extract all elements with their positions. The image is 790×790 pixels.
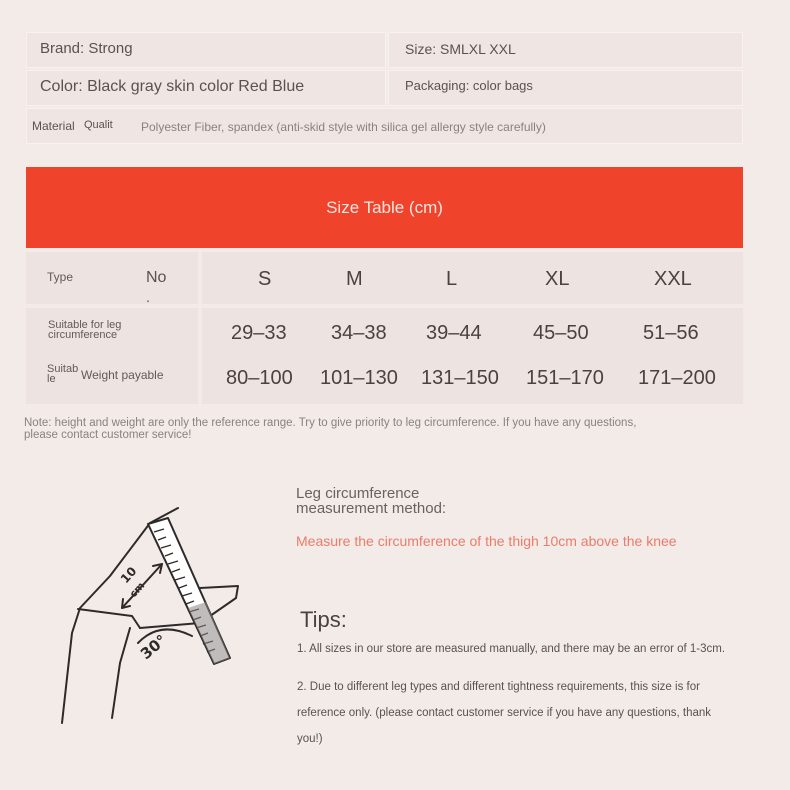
row-divider [198,308,202,404]
row-divider [198,252,202,304]
shin-outline [112,628,130,718]
distance-unit: cm [128,580,148,601]
size-cell [388,32,743,68]
brand-text: Brand: Strong [40,40,133,57]
measure-rows [26,308,743,404]
leg-value: 29–33 [231,322,287,344]
weight-value: 101–130 [320,367,398,389]
weight-value: 131–150 [421,367,499,389]
knee-measurement-diagram [50,488,250,728]
size-table-header [26,167,743,248]
packaging-cell [388,70,743,106]
color-cell [26,70,386,106]
no-label: No [146,269,167,286]
material-value: Polyester Fiber, spandex (anti-skid style with silica gel allergy style carefully) [141,120,546,134]
reference-note: Note: height and weight are only the reference range. Try to give priority to leg circumference. If you have any questions, please contact customer service! [24,417,637,441]
size-table-title: Size Table (cm) [326,197,443,217]
method-title: Leg circumference measurement method: [296,485,447,517]
packaging-text: Packaging: color bags [405,78,533,93]
tips-title: Tips: [300,607,347,632]
type-label: Type [47,270,74,284]
size-l: L [446,268,458,290]
weight-label-b: Weight payable [81,368,164,382]
knee-crease [78,609,140,628]
tip-item: 2. Due to different leg types and different tightness requirements, this size is for reference only. (please contact customer service if you have any questions, thank you!) [297,681,712,745]
angle-label: 30° [137,631,171,664]
size-text: Size: SMLXL XXL [405,41,516,57]
weight-value: 80–100 [226,367,293,389]
material-cell [26,108,743,144]
method-description: Measure the circumference of the thigh 10cm above the knee [296,533,677,549]
material-label: Material [32,119,75,133]
size-xxl: XXL [654,268,692,290]
weight-label-a: Suitab le [47,363,79,385]
color-text: Color: Black gray skin color Red Blue [40,78,305,95]
weight-value: 151–170 [526,367,604,389]
size-xl: XL [545,268,570,290]
distance-label: 10 [117,564,140,587]
leg-label: Suitable for leg circumference [48,319,122,341]
no-dot: . [146,289,150,305]
tip-item: 1. All sizes in our store are measured manually, and there may be an error of 1-3cm. [297,643,726,655]
leg-value: 39–44 [426,322,482,344]
leg-value: 34–38 [331,322,387,344]
size-m: M [346,268,363,290]
leg-value: 51–56 [643,322,699,344]
brand-cell [26,32,386,68]
quality-label: Qualit [84,119,113,131]
leg-value: 45–50 [533,322,589,344]
size-row: Type No . S M L XL XXL [26,252,743,304]
weight-value: 171–200 [638,367,716,389]
